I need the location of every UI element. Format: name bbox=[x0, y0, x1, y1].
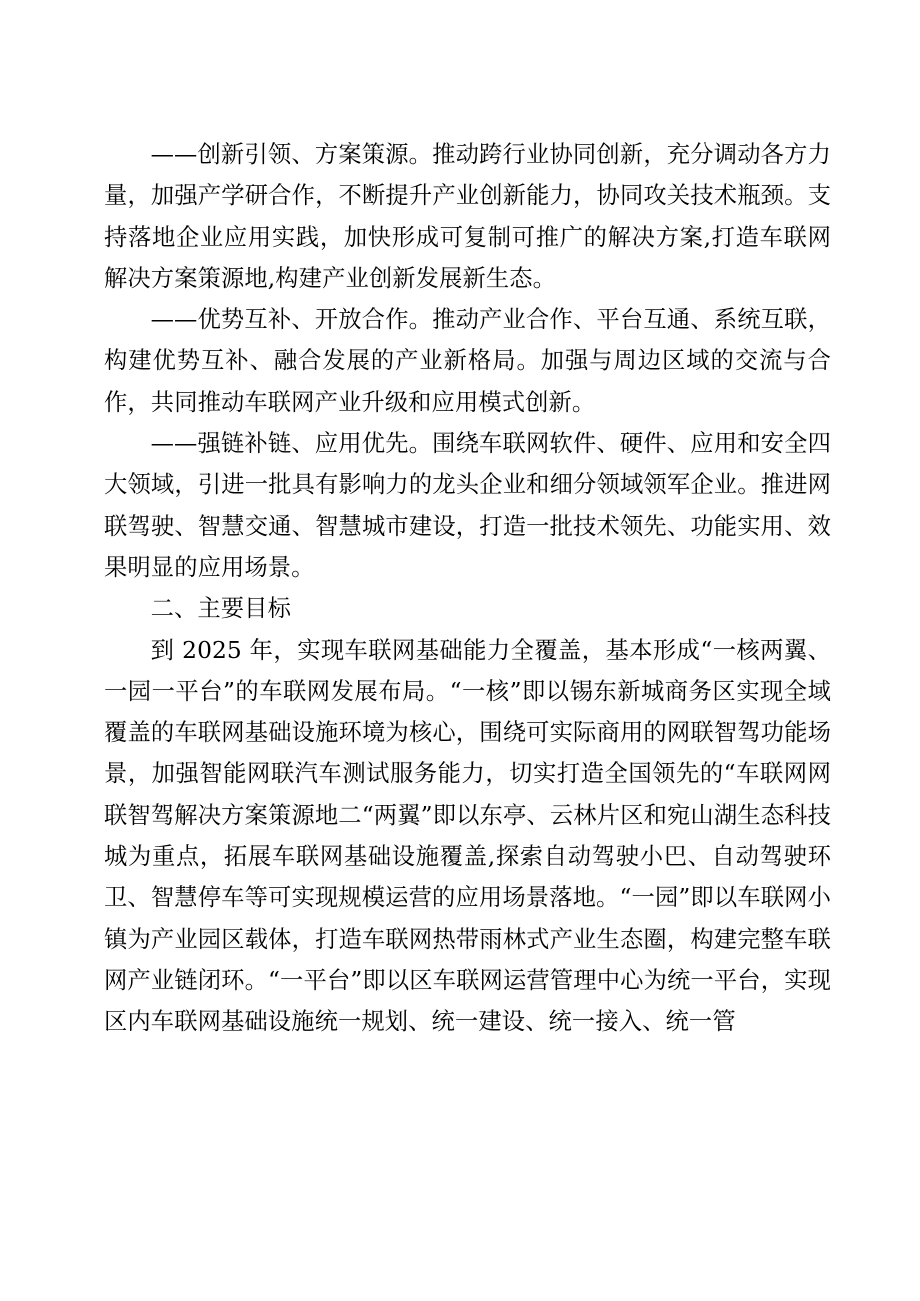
section-heading: 二、主要目标 bbox=[150, 595, 291, 623]
document-page bbox=[104, 134, 831, 1043]
principle-paragraph-innovation: ——创新引领、方案策源。推动跨行业协同创新，充分调动各方力量，加强产学研合作，不断提升产业创新能力，协同攻关技术瓶颈。支持落地企业应用实践，加快形成可复制可推广的解决方案,打造车联网解决方案策源地,构建产业创新发展新生态。 bbox=[104, 141, 831, 292]
principle-paragraph-chain: ——强链补链、应用优先。围绕车联网软件、硬件、应用和安全四大领域，引进一批具有影响力的龙头企业和细分领域领军企业。推进网联驾驶、智慧交通、智慧城市建设，打造一批技术领先、功能实用、效果明显的应用场景。 bbox=[104, 430, 831, 581]
principle-paragraph-cooperation: ——优势互补、开放合作。推动产业合作、平台互通、系统互联，构建优势互补、融合发展的产业新格局。加强与周边区域的交流与合作，共同推动车联网产业升级和应用模式创新。 bbox=[104, 306, 831, 416]
goal-paragraph: 到 2025 年，实现车联网基础能力全覆盖，基本形成“一核两翼、一园一平台”的车联网发展布局。“一核”即以锡东新城商务区实现全域覆盖的车联网基础设施环境为核心，围绕可实际商用的网联智驾功能场景，加强智能网联汽车测试服务能力，切实打造全国领先的“车联网网联智驾解决方案策源地二“两翼”即以东亭、云林片区和宛山湖生态科技城为重点，拓展车联网基础设施覆盖,探索自动驾驶小巴、自动驾驶环卫、智慧停车等可实现规模运营的应用场景落地。“一园”即以车联网小镇为产业园区载体，打造车联网热带雨林式产业生态圈，构建完整车联网产业链闭环。“一平台”即以区车联网运营管理中心为统一平台，实现区内车联网基础设施统一规划、统一建设、统一接入、统一管 bbox=[104, 636, 831, 1036]
